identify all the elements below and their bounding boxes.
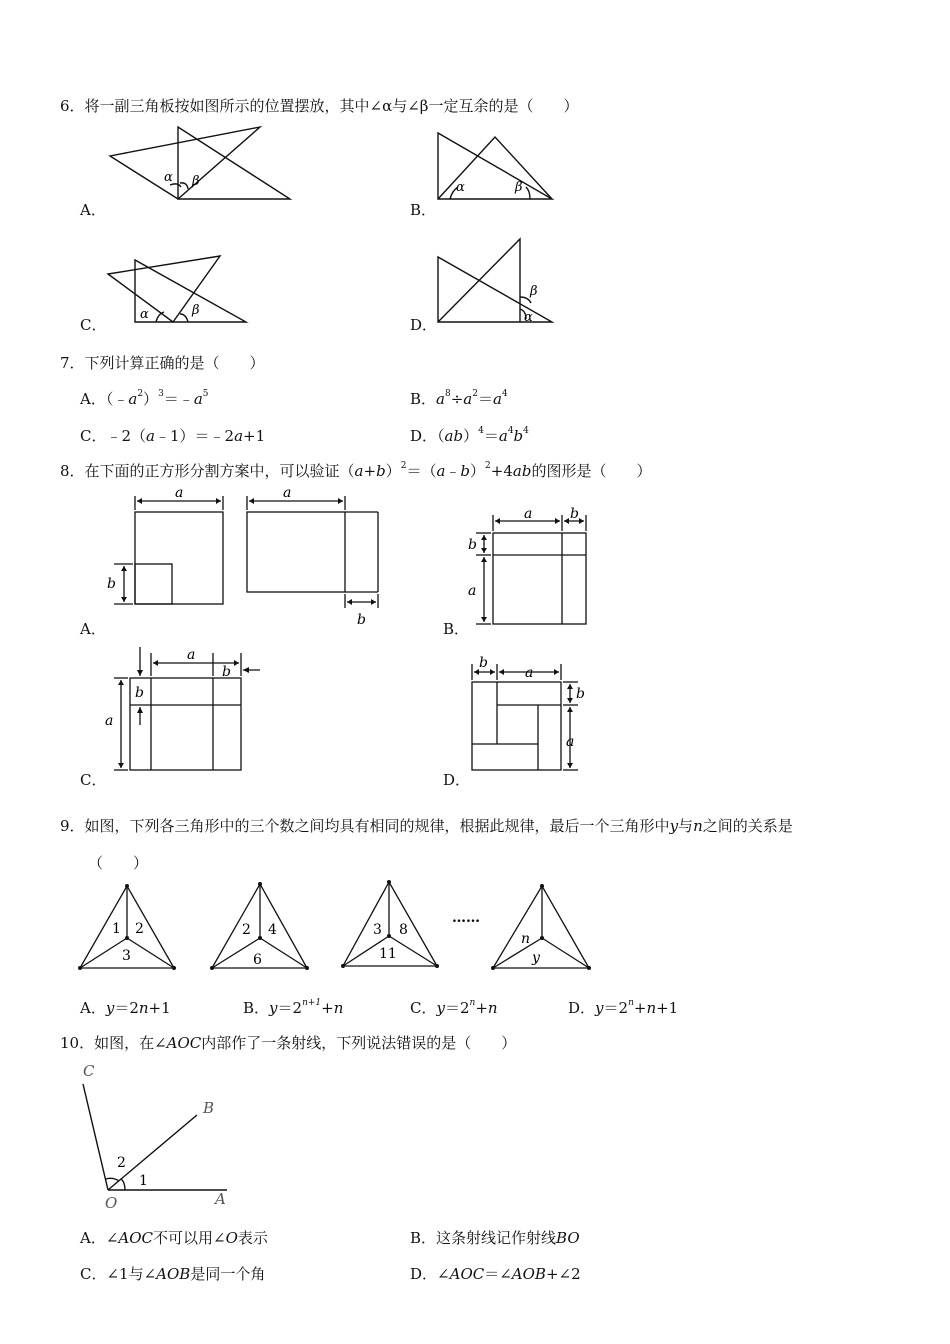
q8b-a-left: a [468, 583, 477, 599]
q8-figure-c [100, 645, 270, 775]
q8c-a-left: a [105, 713, 114, 729]
q8-label-a: A． [80, 620, 106, 638]
q8c-a-top: a [187, 647, 196, 663]
q6-label-a: A． [80, 201, 106, 219]
q9-stem: 9．如图，下列各三角形中的三个数之间均具有相同的规律，根据此规律，最后一个三角形中y与n之间的关系是 [60, 817, 793, 835]
tri3-left: 3 [373, 922, 382, 938]
q8b-b-left: b [468, 537, 477, 553]
q10-angle-2: 2 [117, 1155, 126, 1171]
q8a-a2: a [283, 485, 292, 501]
q8-figure-a [100, 484, 400, 629]
q9-option-d: D．$y=2^n+n+1$ [568, 998, 679, 1017]
q6b-beta: β [515, 180, 523, 195]
q8-label-c: C． [80, 771, 107, 789]
q9-option-a: A．y＝2n+1 [80, 999, 171, 1017]
q10-stem: 10．如图，在∠AOC内部作了一条射线，下列说法错误的是（ ） [60, 1034, 517, 1052]
q6a-beta: β [192, 174, 200, 189]
q8a-b2: b [357, 612, 366, 628]
q6-figure-a [100, 125, 300, 205]
q10-option-b: B．这条射线记作射线BO [410, 1229, 580, 1247]
q6-figure-c [100, 250, 260, 330]
q6-stem: 6．将一副三角板按如图所示的位置摆放，其中∠α与∠β一定互余的是（ ） [60, 97, 579, 115]
q8b-a-top: a [524, 506, 533, 522]
q9-triangles [75, 880, 595, 975]
q6c-beta: β [192, 303, 200, 318]
q10-angle-figure [75, 1058, 245, 1213]
q8d-b-top: b [479, 655, 488, 671]
q6a-alpha: α [164, 170, 173, 185]
q8d-b-right: b [576, 686, 585, 702]
q8a-a1: a [175, 485, 184, 501]
tri4-bottom: y [532, 950, 540, 966]
tri2-right: 4 [268, 922, 277, 938]
q8d-a-top: a [525, 665, 534, 681]
q6-figure-b [430, 125, 560, 205]
q8a-b1: b [107, 576, 116, 592]
q6-label-d: D． [410, 316, 438, 334]
q6b-alpha: α [456, 180, 465, 195]
q9-answer-paren: （ ） [88, 854, 149, 872]
tri2-bottom: 6 [253, 952, 262, 968]
q8c-b-left: b [135, 685, 144, 701]
q7-option-b: B．$a^8\div a^2=a^4$ [410, 389, 508, 408]
q8b-b-top: b [570, 506, 579, 522]
tri1-left: 1 [112, 921, 121, 937]
q9-ellipsis: …… [452, 910, 480, 926]
q6d-alpha: α [524, 310, 533, 325]
q7-stem: 7．下列计算正确的是（ ） [60, 354, 265, 372]
q8-figure-d [460, 650, 600, 775]
q8-stem: 8．在下面的正方形分割方案中，可以验证$(a+b)^2=(a﹣b)^2+4ab$的图形是（ ） [60, 461, 652, 480]
q8d-a-right: a [566, 734, 575, 750]
q10-option-d: D．∠AOC＝∠AOB+∠2 [410, 1265, 581, 1283]
tri3-right: 8 [399, 922, 408, 938]
q9-option-c: C．$y=2^n+n$ [410, 998, 498, 1017]
q10-angle-1: 1 [139, 1173, 148, 1189]
tri2-left: 2 [242, 922, 251, 938]
tri4-left: n [521, 931, 531, 947]
q10-option-c: C．∠1与∠AOB是同一个角 [80, 1265, 266, 1283]
q6-label-b: B． [410, 201, 437, 219]
q10-label-c: C [83, 1062, 95, 1080]
tri1-right: 2 [135, 921, 144, 937]
q7-option-d: D．$(ab)^4=a^4b^4$ [410, 426, 529, 445]
tri1-bottom: 3 [122, 948, 131, 964]
q6d-beta: β [530, 284, 538, 299]
q8-figure-b [460, 505, 600, 630]
tri3-bottom: 11 [379, 946, 397, 962]
q6-figure-d [430, 235, 560, 330]
q10-label-b: B [203, 1099, 215, 1117]
q7-option-a: A．$(﹣a^2)^3=﹣a^5$ [80, 389, 209, 408]
q8-label-d: D． [443, 771, 471, 789]
q9-option-b: B．$y=2^{n+1}+n$ [243, 998, 344, 1017]
q6c-alpha: α [140, 307, 149, 322]
q10-label-a: A [215, 1190, 226, 1208]
q10-option-a: A．∠AOC不可以用∠O表示 [80, 1229, 268, 1247]
q10-label-o: O [105, 1194, 118, 1212]
q8-label-b: B． [443, 620, 470, 638]
q7-option-c: C．﹣2（a﹣1）＝﹣2a+1 [80, 427, 266, 445]
q8c-b-top: b [222, 664, 231, 680]
q6-label-c: C． [80, 316, 107, 334]
